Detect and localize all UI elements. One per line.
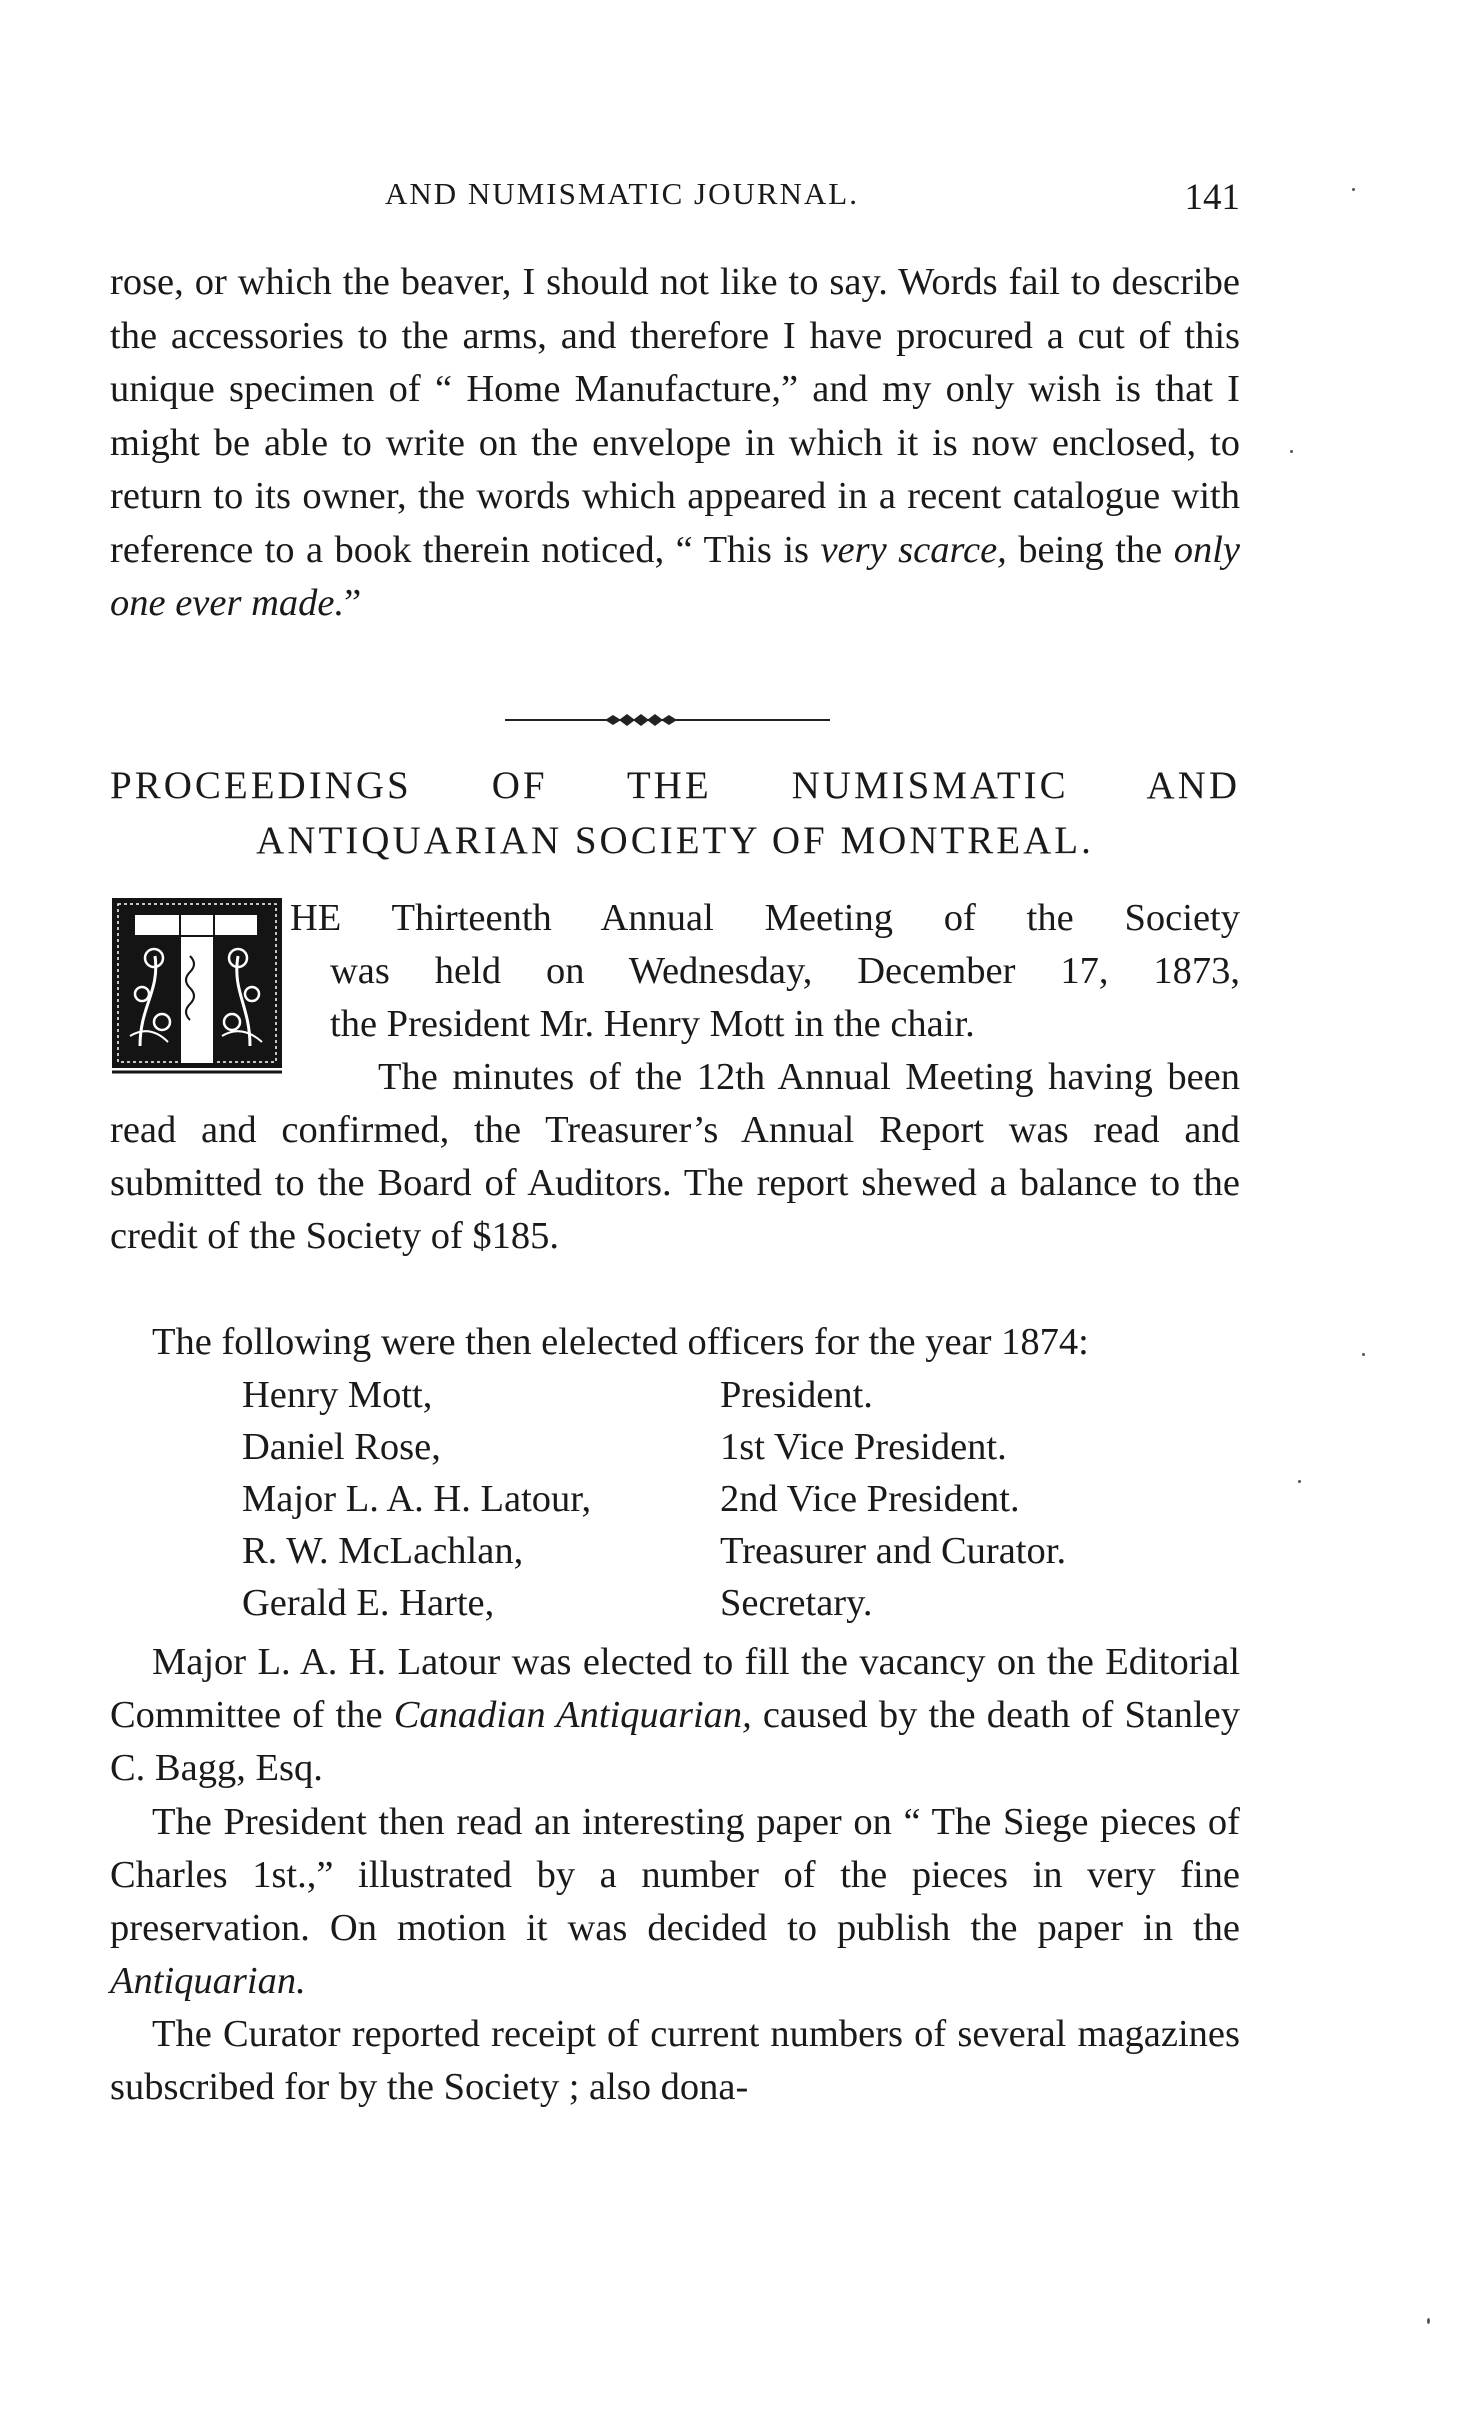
meeting-paragraph xyxy=(110,1051,1240,1263)
latour-text xyxy=(110,1636,1240,1795)
officer-role: President. xyxy=(720,1374,873,1416)
scan-speck xyxy=(1290,450,1293,453)
officer-row xyxy=(242,1473,1242,1525)
officer-role: Treasurer and Curator. xyxy=(720,1530,1067,1572)
carryover-text-plain: rose, or which the beaver, I should not like to say. Words fail to describe the accessories to the arms, and therefore I have procured a cut of this unique specimen of “ Home Manufacture,” and my only wish is that I might be able to write on the envelope in which it is now enclosed, to return to its owner, the words which appeared in a recent catalogue with reference to a book therein noticed, “ This is xyxy=(110,261,1240,571)
officer-role: 1st Vice President. xyxy=(720,1426,1007,1468)
italic-antiquarian: Antiquarian. xyxy=(110,1960,306,2002)
officer-role: Secretary. xyxy=(720,1582,873,1624)
carryover-text-mid: being the xyxy=(1006,528,1174,571)
scan-speck xyxy=(1298,1480,1301,1483)
carryover-text-end: ” xyxy=(344,582,362,624)
section-title-line-1: PROCEEDINGS OF THE NUMISMATIC AND xyxy=(110,764,1240,807)
meeting-line-3: the President Mr. Henry Mott in the chair. xyxy=(330,1003,975,1045)
officer-name: Gerald E. Harte, xyxy=(242,1582,495,1624)
latour-paragraph xyxy=(110,1636,1240,1795)
italic-canadian-antiquarian: Canadian Antiquarian, xyxy=(393,1694,752,1736)
scan-speck xyxy=(1352,188,1355,191)
meeting-opening-lines xyxy=(110,892,1240,1051)
section-title-line-2: ANTIQUARIAN SOCIETY OF MONTREAL. xyxy=(256,819,1094,862)
running-head xyxy=(115,176,1240,226)
officers-intro-block xyxy=(110,1316,1240,1369)
officer-row xyxy=(242,1525,1242,1577)
curator-text: The Curator reported receipt of current numbers of several magazines subscribed for by the Society ; also dona- xyxy=(110,2013,1240,2108)
carryover-text xyxy=(110,256,1240,631)
meeting-line-2: was held on Wednesday, December 17, 1873, xyxy=(330,950,1240,992)
officer-name: Daniel Rose, xyxy=(242,1426,441,1468)
meeting-continuation: The minutes of the 12th Annual Meeting having been read and confirmed, the Treasurer’s Annual Report was read and submitted to the Board of Auditors. The report shewed a balance to the credit of the Society of $185. xyxy=(110,1056,1240,1257)
curator-paragraph xyxy=(110,2008,1240,2114)
officers-list xyxy=(242,1369,1242,1629)
italic-only-one-ever-made: only one ever made. xyxy=(110,528,1240,624)
latour-text-after: caused by the death of Stanley C. Bagg, Esq. xyxy=(110,1694,1240,1789)
italic-very-scarce: very scarce, xyxy=(820,528,1007,571)
carryover-paragraph xyxy=(110,256,1240,631)
siege-pieces-paragraph xyxy=(110,1796,1240,2008)
siege-text xyxy=(110,1796,1240,2008)
meeting-line-1: HE Thirteenth Annual Meeting of the Society xyxy=(290,897,1240,939)
section-title xyxy=(110,758,1240,868)
section-divider-ornament xyxy=(505,712,830,728)
officers-intro: The following were then elelected officers for the year 1874: xyxy=(152,1321,1089,1363)
latour-text-before: Major L. A. H. Latour was elected to fill the vacancy on the Editorial Committee of the xyxy=(110,1641,1240,1736)
officer-row xyxy=(242,1421,1242,1473)
officer-name: R. W. McLachlan, xyxy=(242,1530,524,1572)
officer-row xyxy=(242,1369,1242,1421)
officer-row xyxy=(242,1577,1242,1629)
siege-text-before: The President then read an interesting paper on “ The Siege pieces of Charles 1st.,” illustrated by a number of the pieces in very fine preservation. On motion it was decided to publish the paper in the xyxy=(110,1801,1240,1949)
scan-speck xyxy=(1427,2318,1430,2324)
scan-speck xyxy=(1362,1353,1365,1356)
running-title: AND NUMISMATIC JOURNAL. xyxy=(385,176,859,211)
officer-name: Henry Mott, xyxy=(242,1374,433,1416)
page-number: 141 xyxy=(1184,177,1240,218)
officer-name: Major L. A. H. Latour, xyxy=(242,1478,592,1520)
officer-role: 2nd Vice President. xyxy=(720,1478,1020,1520)
